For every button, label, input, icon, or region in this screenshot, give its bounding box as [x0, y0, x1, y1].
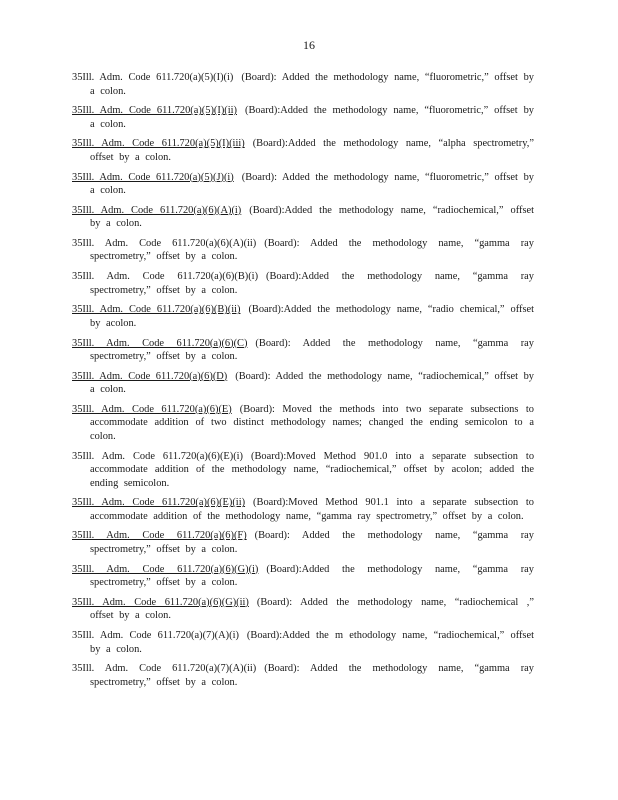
- entry-text: (Board):Added the methodology name, “gamma ray spectrometry,” offset by a colon.: [90, 271, 534, 296]
- entry: [72, 270, 534, 297]
- page-number: 16: [303, 38, 315, 52]
- entry: [72, 629, 534, 656]
- entry-text: (Board):Added the methodology name, “radio chemical,” offset by acolon.: [90, 304, 534, 329]
- entry-list: [72, 71, 534, 695]
- entry-citation: 35Ill. Adm. Code 611.720(a)(6)(D): [72, 370, 228, 382]
- entry-text: (Board): Added the methodology name, “gamma ray spectrometry,” offset by a colon.: [90, 530, 534, 555]
- entry-citation: 35Ill. Adm. Code 611.720(a)(6)(A)(ii): [72, 237, 257, 249]
- entry-citation: 35Ill. Adm. Code 611.720(a)(6)(G)(i): [72, 563, 259, 575]
- entry: [72, 529, 534, 556]
- entry-citation: 35Ill. Adm. Code 611.720(a)(5)(I)(ii): [72, 105, 237, 117]
- entry: [72, 171, 534, 198]
- entry: [72, 71, 534, 98]
- entry: [72, 450, 534, 491]
- entry-text: (Board): Added the methodology name, “radiochemical ,” offset by a colon.: [90, 596, 535, 622]
- entry-text: (Board): Added the methodology name, “gamma ray spectrometry,” offset by a colon.: [90, 337, 534, 362]
- entry: [72, 403, 534, 444]
- entry-citation: 35Ill. Adm. Code 611.720(a)(5)(J)(i): [72, 171, 234, 183]
- entry-citation: 35Ill. Adm. Code 611.720(a)(6)(C): [72, 337, 248, 349]
- entry-text: (Board):Added the m ethodology name, “radiochemical,” offset by a colon.: [90, 630, 534, 655]
- entry: [72, 237, 534, 264]
- entry-citation: 35Ill. Adm. Code 611.720(a)(6)(G)(ii): [72, 596, 249, 608]
- entry-citation: 35Ill. Adm. Code 611.720(a)(6)(B)(ii): [72, 304, 241, 316]
- entry-text: (Board): Added the methodology name, “gamma ray spectrometry,” offset by a colon.: [90, 663, 534, 688]
- entry: [72, 496, 534, 523]
- entry-text: (Board):Added the methodology name, “alpha spectrometry,” offset by a colon.: [90, 138, 534, 163]
- entry-text: (Board): Added the methodology name, “fluorometric,” offset by a colon.: [90, 72, 534, 97]
- entry-text: (Board): Added the methodology name, “radiochemical,” offset by a colon.: [90, 370, 534, 396]
- entry-citation: 35Ill. Adm. Code 611.720(a)(5)(I)(i): [72, 72, 234, 83]
- entry: [72, 104, 534, 131]
- entry-text: (Board): Moved the methods into two separate subsections to accommodate addition of two distinct methodology names; changed the ending semicolon to a colon.: [90, 403, 534, 442]
- entry: [72, 303, 534, 330]
- entry: [72, 137, 534, 164]
- entry-citation: 35Ill. Adm. Code 611.720(a)(6)(E)(ii): [72, 497, 246, 509]
- entry-text: (Board): Added the methodology name, “gamma ray spectrometry,” offset by a colon.: [90, 237, 534, 263]
- entry-citation: 35Ill. Adm. Code 611.720(a)(6)(F): [72, 530, 247, 542]
- entry-citation: 35Ill. Adm. Code 611.720(a)(6)(E): [72, 403, 232, 415]
- entry-citation: 35Ill. Adm. Code 611.720(a)(6)(E)(i): [72, 450, 244, 462]
- entry-text: (Board):Moved Method 901.1 into a separate subsection to accommodate addition of the methodology name, “gamma ray spectrometry,” offset by a colon.: [90, 497, 535, 522]
- entry-text: (Board):Added the methodology name, “gamma ray spectrometry,” offset by a colon.: [90, 563, 534, 589]
- entry-citation: 35Ill. Adm. Code 611.720(a)(7)(A)(i): [72, 630, 239, 641]
- entry: [72, 370, 534, 397]
- entry: [72, 662, 534, 689]
- entry-text: (Board): Added the methodology name, “fluorometric,” offset by a colon.: [90, 171, 534, 197]
- entry-text: (Board):Added the methodology name, “fluorometric,” offset by a colon.: [90, 105, 535, 130]
- entry-citation: 35Ill. Adm. Code 611.720(a)(6)(A)(i): [72, 204, 242, 216]
- entry-citation: 35Ill. Adm. Code 611.720(a)(5)(I)(iii): [72, 138, 245, 150]
- entry-text: (Board):Added the methodology name, “radiochemical,” offset by a colon.: [90, 204, 534, 230]
- entry: [72, 596, 534, 623]
- entry: [72, 563, 534, 590]
- entry-citation: 35Ill. Adm. Code 611.720(a)(6)(B)(i): [72, 271, 259, 283]
- entry: [72, 204, 534, 231]
- entry-citation: 35Ill. Adm. Code 611.720(a)(7)(A)(ii): [72, 663, 257, 675]
- entry-text: (Board):Moved Method 901.0 into a separate subsection to accommodate addition of the methodology name, “radiochemical,” offset by acolon; added the ending semicolon.: [90, 450, 535, 489]
- entry: [72, 337, 534, 364]
